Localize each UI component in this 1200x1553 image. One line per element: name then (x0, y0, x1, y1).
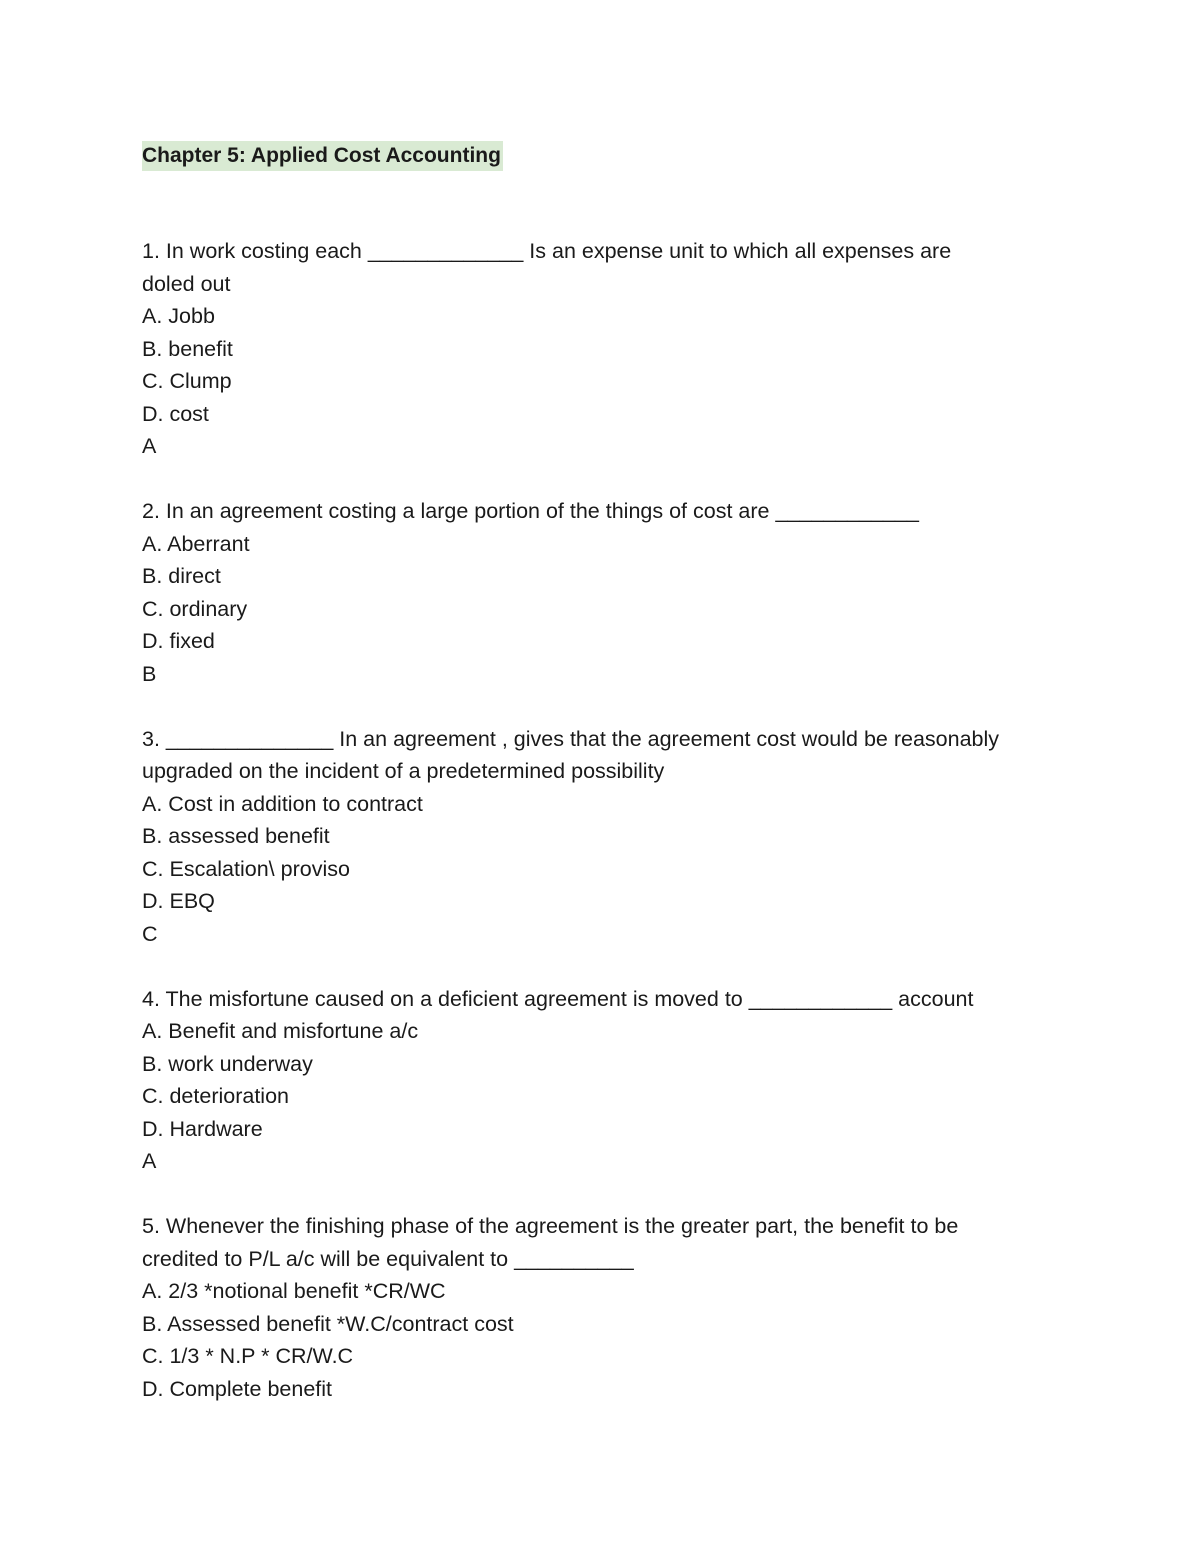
question-stem-line: 3. ______________ In an agreement , gives that the agreement cost would be reasonably (142, 726, 1000, 751)
option-c: C. Clump (142, 369, 232, 393)
answer-key: A (142, 434, 157, 458)
chapter-title: Chapter 5: Applied Cost Accounting (142, 141, 503, 171)
question-stem-line: credited to P/L a/c will be equivalent to __________ (142, 1246, 634, 1271)
answer-key: B (142, 661, 157, 686)
question-stem-line: 5. Whenever the finishing phase of the agreement is the greater part, the benefit to be (142, 1214, 959, 1238)
option-d: D. cost (142, 401, 209, 426)
document-page (142, 141, 1062, 1405)
question-5 (142, 1210, 1062, 1405)
option-a: A. Jobb (142, 304, 215, 328)
option-b: B. Assessed benefit *W.C/contract cost (142, 1311, 514, 1336)
option-c: C. Escalation\ proviso (142, 856, 350, 881)
question-4 (142, 983, 1062, 1178)
question-stem-line: doled out (142, 271, 231, 296)
question-stem-line: 1. In work costing each _____________ Is an expense unit to which all expenses are (142, 239, 952, 263)
option-a: A. 2/3 *notional benefit *CR/WC (142, 1279, 446, 1303)
option-d: D. EBQ (142, 889, 215, 913)
option-b: B. assessed benefit (142, 824, 330, 848)
question-2 (142, 495, 1062, 690)
option-b: B. direct (142, 564, 221, 588)
question-1 (142, 235, 1062, 463)
option-c: C. 1/3 * N.P * CR/W.C (142, 1344, 354, 1368)
question-3 (142, 723, 1062, 951)
question-stem-line: 4. The misfortune caused on a deficient agreement is moved to ____________ account (142, 986, 974, 1011)
option-d: D. Hardware (142, 1116, 263, 1141)
option-b: B. benefit (142, 336, 233, 361)
option-d: D. fixed (142, 629, 215, 653)
option-b: B. work underway (142, 1051, 313, 1076)
option-a: A. Cost in addition to contract (142, 791, 423, 816)
option-c: C. deterioration (142, 1084, 289, 1108)
question-stem-line: 2. In an agreement costing a large portion of the things of cost are ____________ (142, 499, 919, 523)
question-stem-line: upgraded on the incident of a predetermined possibility (142, 759, 665, 783)
answer-key: A (142, 1149, 157, 1173)
option-c: C. ordinary (142, 596, 248, 621)
option-a: A. Benefit and misfortune a/c (142, 1019, 419, 1043)
option-a: A. Aberrant (142, 531, 250, 556)
option-d: D. Complete benefit (142, 1376, 333, 1401)
answer-key: C (142, 921, 158, 946)
